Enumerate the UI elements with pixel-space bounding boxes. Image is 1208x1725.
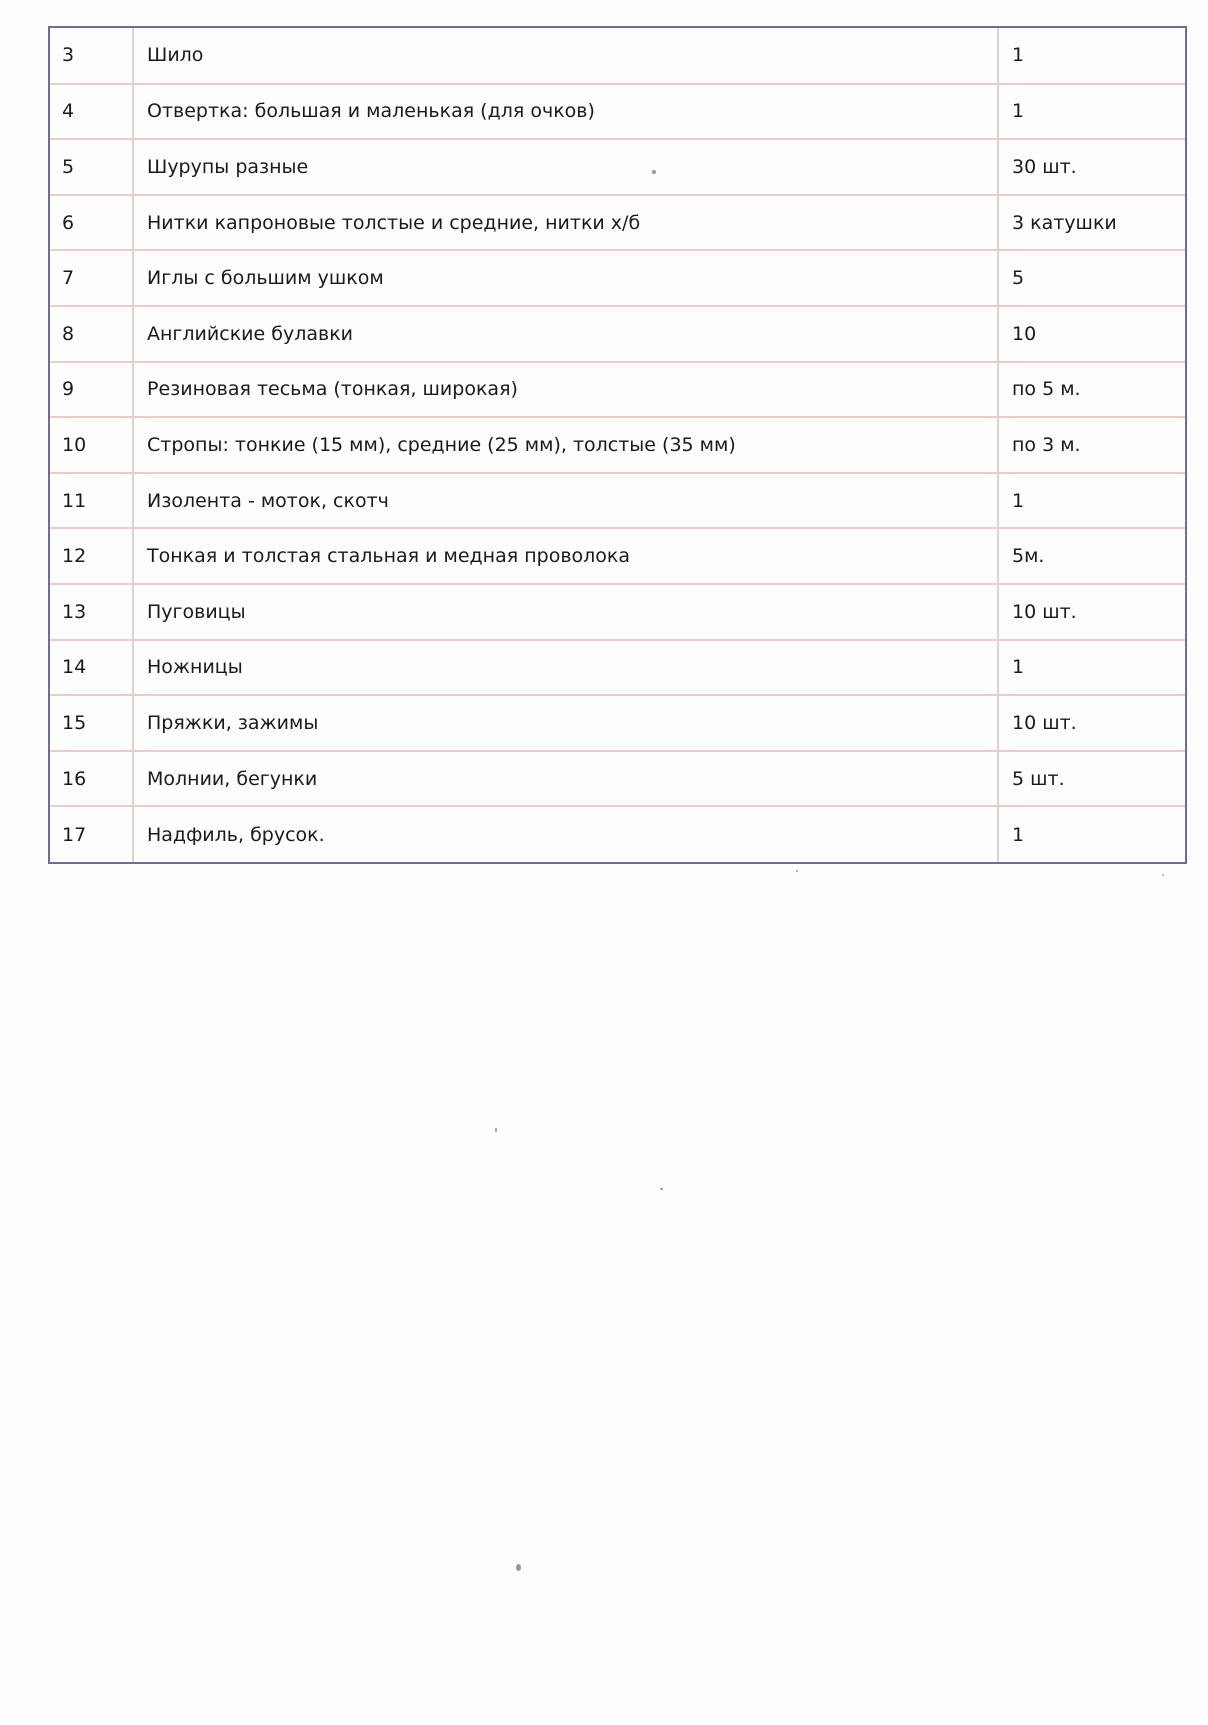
item-quantity-cell: по 3 м. — [998, 417, 1185, 473]
table-row — [50, 695, 1185, 751]
item-name-cell: Тонкая и толстая стальная и медная проволока — [133, 528, 998, 584]
scan-speck — [796, 870, 798, 872]
item-quantity-cell: 1 — [998, 640, 1185, 696]
table-row — [50, 417, 1185, 473]
row-number-cell: 11 — [50, 473, 133, 529]
item-quantity-cell: 5 шт. — [998, 751, 1185, 807]
item-quantity-cell: 1 — [998, 473, 1185, 529]
scan-speck — [516, 1564, 521, 1571]
item-name-cell: Пуговицы — [133, 584, 998, 640]
item-name-cell: Надфиль, брусок. — [133, 806, 998, 862]
table-row — [50, 806, 1185, 862]
item-name-cell: Резиновая тесьма (тонкая, широкая) — [133, 362, 998, 418]
item-name-cell: Шило — [133, 28, 998, 84]
item-name-cell: Отвертка: большая и маленькая (для очков) — [133, 84, 998, 140]
item-name-cell: Пряжки, зажимы — [133, 695, 998, 751]
table-row — [50, 195, 1185, 251]
scan-speck — [660, 1188, 663, 1190]
item-name-cell: Стропы: тонкие (15 мм), средние (25 мм), толстые (35 мм) — [133, 417, 998, 473]
table-row — [50, 640, 1185, 696]
scan-speck — [652, 170, 656, 174]
item-quantity-cell: 10 шт. — [998, 584, 1185, 640]
item-quantity-cell: 10 шт. — [998, 695, 1185, 751]
item-name-cell: Иглы с большим ушком — [133, 250, 998, 306]
table-row — [50, 250, 1185, 306]
item-name-cell: Молнии, бегунки — [133, 751, 998, 807]
item-name-cell: Нитки капроновые толстые и средние, нитки х/б — [133, 195, 998, 251]
row-number-cell: 4 — [50, 84, 133, 140]
table-row — [50, 28, 1185, 84]
row-number-cell: 12 — [50, 528, 133, 584]
item-name-cell: Английские булавки — [133, 306, 998, 362]
row-number-cell: 14 — [50, 640, 133, 696]
item-quantity-cell: 5 — [998, 250, 1185, 306]
row-number-cell: 15 — [50, 695, 133, 751]
item-name-cell: Изолента - моток, скотч — [133, 473, 998, 529]
row-number-cell: 8 — [50, 306, 133, 362]
item-quantity-cell: 1 — [998, 806, 1185, 862]
item-name-cell: Ножницы — [133, 640, 998, 696]
items-table — [50, 28, 1185, 862]
row-number-cell: 7 — [50, 250, 133, 306]
table-row — [50, 84, 1185, 140]
row-number-cell: 13 — [50, 584, 133, 640]
table-row — [50, 528, 1185, 584]
item-name-cell: Шурупы разные — [133, 139, 998, 195]
table-row — [50, 306, 1185, 362]
table-row — [50, 751, 1185, 807]
item-quantity-cell: 3 катушки — [998, 195, 1185, 251]
row-number-cell: 5 — [50, 139, 133, 195]
row-number-cell: 6 — [50, 195, 133, 251]
scan-speck — [495, 1128, 497, 1132]
table-row — [50, 139, 1185, 195]
table-row — [50, 584, 1185, 640]
item-quantity-cell: 1 — [998, 28, 1185, 84]
items-table-frame — [48, 26, 1187, 864]
item-quantity-cell: 1 — [998, 84, 1185, 140]
item-quantity-cell: 5м. — [998, 528, 1185, 584]
scan-speck — [1162, 874, 1164, 876]
item-quantity-cell: 10 — [998, 306, 1185, 362]
items-table-body — [50, 28, 1185, 862]
row-number-cell: 3 — [50, 28, 133, 84]
table-row — [50, 362, 1185, 418]
table-row — [50, 473, 1185, 529]
row-number-cell: 10 — [50, 417, 133, 473]
row-number-cell: 16 — [50, 751, 133, 807]
item-quantity-cell: по 5 м. — [998, 362, 1185, 418]
item-quantity-cell: 30 шт. — [998, 139, 1185, 195]
row-number-cell: 17 — [50, 806, 133, 862]
row-number-cell: 9 — [50, 362, 133, 418]
